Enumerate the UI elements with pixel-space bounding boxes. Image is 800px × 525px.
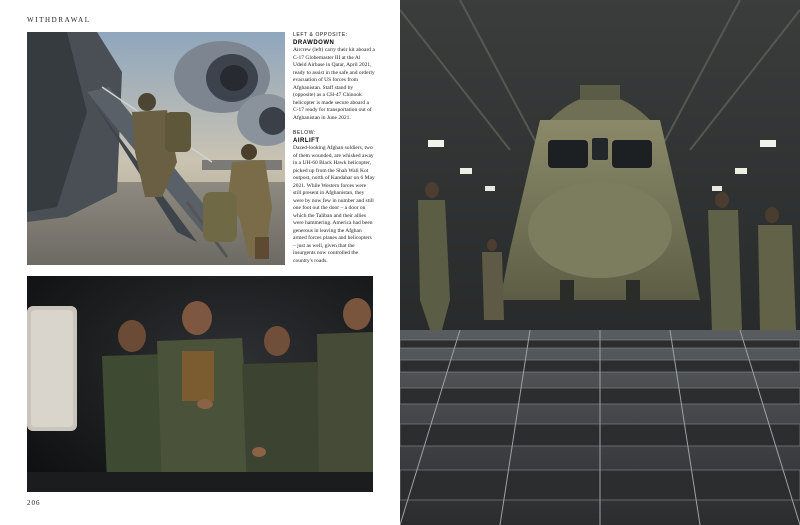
caption-label: LEFT & OPPOSITE: (293, 32, 348, 38)
caption-title: AIRLIFT (293, 138, 320, 144)
caption-airlift (293, 130, 375, 265)
right-page (400, 0, 800, 525)
caption-title: DRAWDOWN (293, 40, 335, 46)
caption-drawdown (293, 32, 375, 122)
photo-soldiers-helicopter (27, 276, 373, 492)
caption-column (293, 32, 375, 273)
photo-chinook-cargo-hold-image (400, 0, 800, 525)
running-head: WITHDRAWAL (27, 16, 91, 24)
caption-body: Dazed-looking Afghan soldiers, two of them wounded, are whisked away in a UH-60 Black Hawk helicopter, picked up from the Shah Wali Kot outpost, north of Kandahar on 6 May 2021. While Western forces were still present in Afghanistan, they were by now few in number and still one foot out the door – a door on which the Taliban and their allies were hammering. America had been generous in leaving the Afghan armed forces planes and helicopters – just as well, given that the insurgents now controlled the country's roads. (293, 145, 375, 264)
photo-aircrew-boarding-image (27, 32, 285, 265)
page-number: 206 (27, 499, 41, 507)
photo-aircrew-boarding (27, 32, 285, 265)
photo-chinook-cargo-hold (400, 0, 800, 525)
caption-body: Aircrew (left) carry their kit aboard a C-17 Globemaster III at the Al Udeid Airbase in Qatar, April 2021, ready to assist in the safe and orderly evacuation of US forces from Afghanistan. Staff stand by (opposite) as a CH-47 Chinook helicopter is made secure aboard a C-17 ready for transportation out of Afghanistan in June 2021. (293, 47, 375, 121)
caption-label: BELOW: (293, 130, 316, 136)
photo-soldiers-helicopter-image (27, 276, 373, 492)
